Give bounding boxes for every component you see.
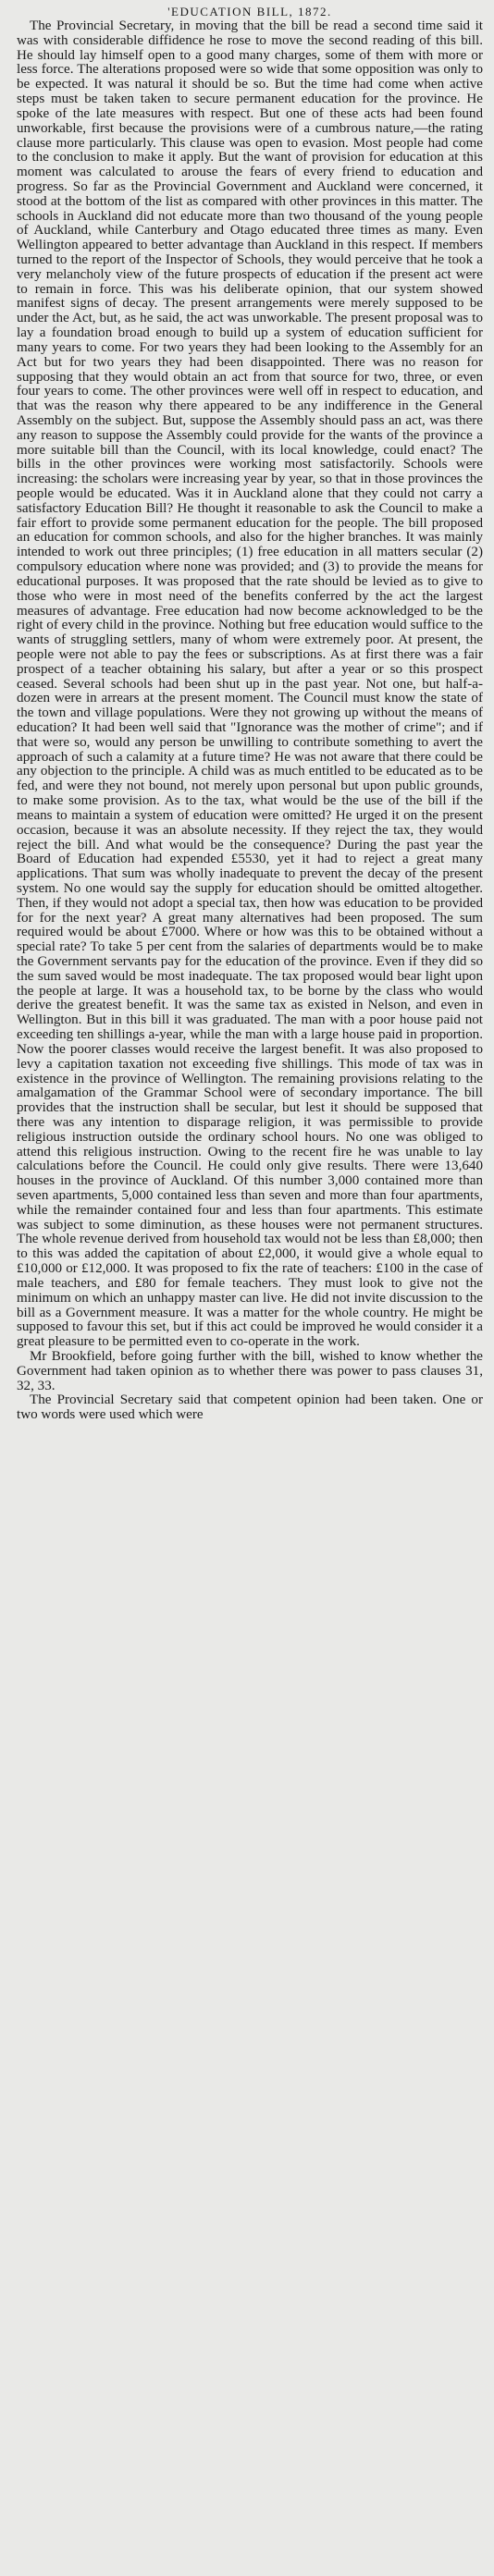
article-heading: 'EDUCATION BILL, 1872. [167,5,332,18]
article-paragraph-3: The Provincial Secretary said that competent opinion had been taken. One or two words were used which were [17,1392,483,1423]
article-paragraph-1: The Provincial Secretary, in moving that the bill be read a second time said it was with considerable diffidence he rose to move the second reading of this bill. He should lay himself open to a good many charges, some of them with more or less force. The alterations proposed were so wide that some opposition was only to be expected. It was natural it should be so. But the time had come when active steps must be taken taken to secure permanent education for the province. He spoke of the late measures with respect. But one of these acts had been found unworkable, first because the provisions were of a cumbrous nature,—the rating clause more particularly. This clause was open to evasion. Most people had come to the conclusion to make it apply. But the want of provision for education at this moment was calculated to arouse the fears of every friend to education and progress. So far as the Provincial Government and Auckland were concerned, it stood at the bottom of the list as compared with other provinces in this matter. The schools in Auckland did not educate more than two thousand of the young people of Auckland, while Canterbury and Otago educated three times as many. Even Wellington appeared to better advantage than Auckland in this respect. If members turned to the report of the Inspector of Schools, they would perceive that he took a very melancholy view of the future prospects of education if the present act were to remain in force. This was his deliberate opinion, that our system showed manifest signs of decay. The present arrangements were merely supposed to be under the Act, but, as he said, the act was unworkable. The present proposal was to lay a foundation broad enough to build up a system of education sufficient for many years to come. For two years they had been looking to the Assembly for an Act but for two years they had been disappointed. There was no reason for supposing that they would obtain an act from that source for two, three, or even four years to come. The other provinces were well off in respect to education, and that was the reason why there appeared to be any indifference in the General Assembly on the subject. But, suppose the Assembly should pass an act, was there any reason to suppose the Assembly could provide for the wants of the province a more suitable bill than the Council, with its local knowledge, could enact? The bills in the other provinces were working most satisfactorily. Schools were increasing: the scholars were increasing year by year, so that in those provinces the people would be educated. Was it in Auckland alone that they could not carry a satisfactory Education Bill? He thought it reasonable to ask the Council to make a fair effort to provide some permanent education for the people. The bill proposed an education for common schools, and also for the higher branches. It was mainly intended to work out three principles; (1) free education in all matters secular (2) compulsory education where none was provided; and (3) to provide the means for educational purposes. It was proposed that the rate should be levied as to give to those who were in most need of the benefits conferred by the act the largest measures of advantage. Free education had now become acknowledged to be the right of every child in the province. Nothing but free education would suffice to the wants of struggling settlers, many of whom were extremely poor. At present, the people were not able to pay the fees or subscriptions. As at first there was a fair prospect of a teacher obtaining his salary, but after a year or so this prospect ceased. Several schools had been shut up in the past year. Not one, but half-a-dozen were in arrears at the present moment. The Council must know the state of the town and village populations. Were they not growing up without the means of education? It had been well said that "Ignorance was the mother of crime"; and if that were so, would any person be unwilling to contribute something to avert the approach of such a calamity at a future time? He was not aware that there could be any objection to the principle. A child was as much entitled to be educated as to be fed, and were they not bound, not merely upon personal but upon public grounds, to make some provision. As to the tax, what would be the use of the bill if the means to maintain a system of education were omitted? He urged it on the present occasion, because it was an absolute necessity. If they reject the tax, they would reject the bill. And what would be the consequence? During the past year the Board of Education had expended £5530, yet it had to reject a great many applications. That sum was wholly inadequate to prevent the decay of the present system. No one would say the supply for education should be omitted altogether. Then, if they would not adopt a special tax, then how was education to be provided for for the next year? A great many alternatives had been proposed. The sum required would be about £7000. Where or how was this to be obtained without a special rate? To take 5 per cent from the salaries of departments would be to make the Government servants pay for the education of the province. Even if they did so the sum saved would be most inadequate. The tax proposed would bear light upon the people at large. It was a household tax, to be borne by the class who would derive the greatest benefit. It was the same tax as existed in Nelson, and even in Wellington. But in this bill it was graduated. The man with a poor house paid not exceeding ten shillings a-year, while the man with a large house paid in proportion. Now the poorer classes would receive the largest benefit. It was also proposed to levy a capitation taxation not exceeding five shillings. This mode of tax was in existence in the province of Wellington. The remaining provisions relating to the amalgamation of the Grammar School were of secondary importance. The bill provides that the instruction shall be secular, but lest it should be supposed that there was any intention to disparage religion, it was permissible to provide religious instruction outside the ordinary school hours. No one was obliged to attend this religious instruction. Owing to the recent fire he was unable to lay calculations before the Council. He could only give results. There were 13,640 houses in the province of Auckland. Of this number 3,000 contained more than seven apartments, 5,000 contained less than seven and more than four apartments, while the remainder contained four and less than four apartments. This estimate was subject to some diminution, as these houses were not permanent structures. The whole revenue derived from household tax would not be less than £8,000; then to this was added the capitation of about £2,000, it would give a whole equal to £10,000 or £12,000. It was proposed to fix the rate of teachers: £100 in the case of male teachers, and £80 for female teachers. They must look to give not the minimum on which an unhappy master can live. He did not invite discussion to the bill as a Government measure. It was a matter for the whole country. He might be supposed to favour this set, but if this act could be improved he would consider it a great pleasure to be permitted even to co-operate in the work. [17,18,483,1350]
article-paragraph-2: Mr Brookfield, before going further with the bill, wished to know whether the Government had taken opinion as to whether there was power to pass clauses 31, 32, 33. [17,1348,483,1393]
